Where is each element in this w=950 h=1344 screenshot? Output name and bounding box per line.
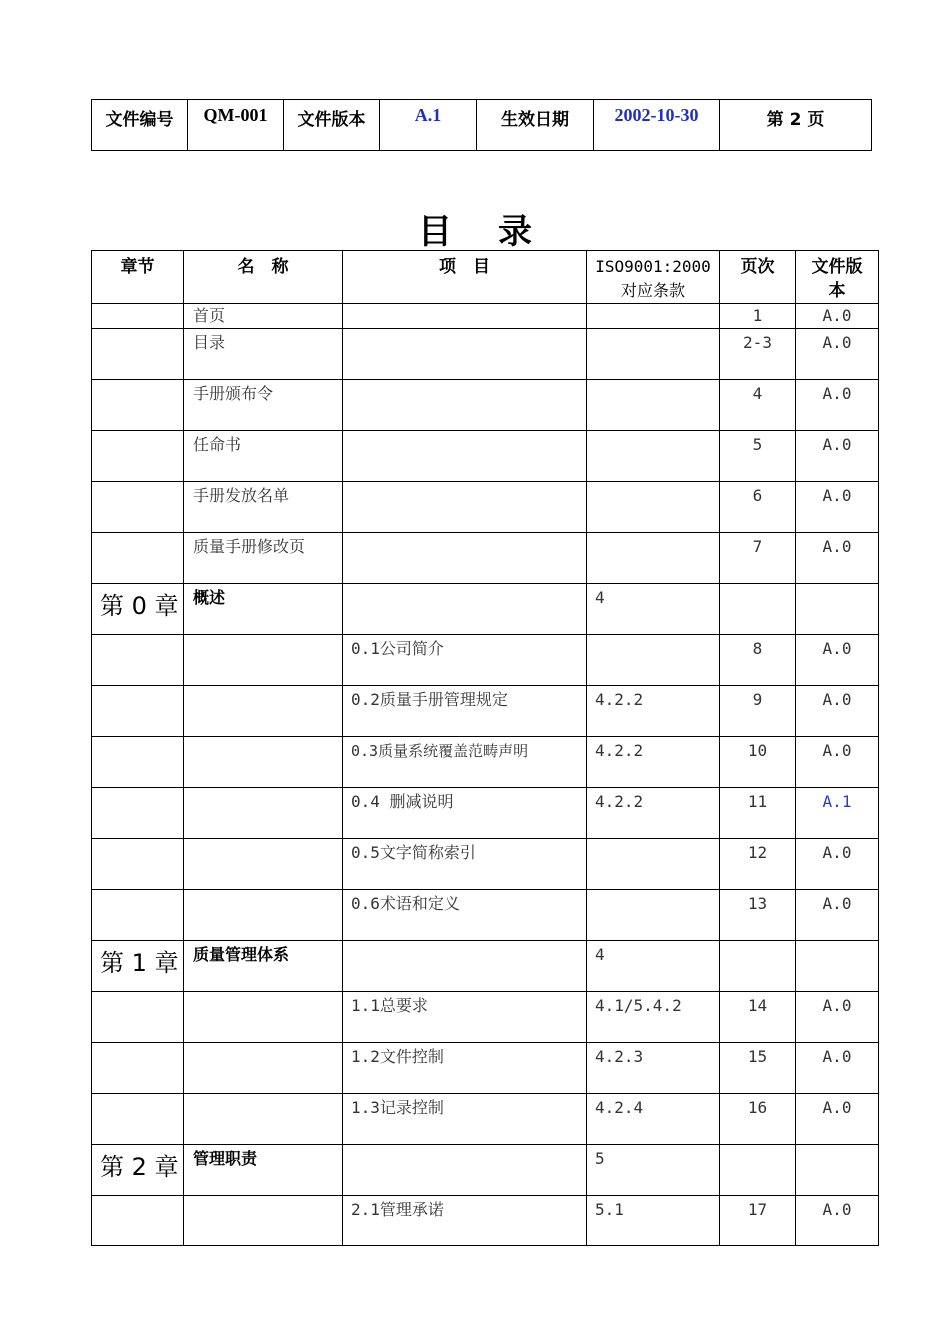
row-chapter (92, 890, 184, 941)
row-chapter (92, 304, 184, 329)
row-page: 8 (720, 635, 796, 686)
row-version: A.0 (796, 686, 879, 737)
row-version (796, 1145, 879, 1196)
row-version: A.0 (796, 635, 879, 686)
row-iso: 4.2.2 (587, 737, 720, 788)
chapter-row (92, 584, 879, 635)
doc-version-value: A.1 (380, 100, 477, 151)
col-header-version (796, 251, 879, 304)
row-item: 2.1管理承诺 (343, 1196, 587, 1246)
row-iso (587, 329, 720, 380)
row-page: 17 (720, 1196, 796, 1246)
row-version: A.0 (796, 839, 879, 890)
row-page: 12 (720, 839, 796, 890)
row-chapter (92, 737, 184, 788)
chapter-row (92, 1145, 879, 1196)
row-page: 11 (720, 788, 796, 839)
chapter-row (92, 941, 879, 992)
table-row (92, 380, 879, 431)
row-version: A.0 (796, 533, 879, 584)
row-name (184, 890, 343, 941)
row-page: 6 (720, 482, 796, 533)
row-page: 1 (720, 304, 796, 329)
page-number: 第 2 页 (720, 100, 872, 151)
table-row (92, 431, 879, 482)
row-iso (587, 482, 720, 533)
row-page: 4 (720, 380, 796, 431)
row-item: 0.3质量系统覆盖范畴声明 (343, 737, 587, 788)
table-row (92, 635, 879, 686)
row-version: A.0 (796, 1094, 879, 1145)
row-chapter (92, 329, 184, 380)
table-row (92, 1043, 879, 1094)
row-name (184, 737, 343, 788)
row-version: A.0 (796, 431, 879, 482)
row-name (184, 1043, 343, 1094)
row-version: A.0 (796, 304, 879, 329)
row-item (343, 329, 587, 380)
row-page: 5 (720, 431, 796, 482)
row-chapter (92, 992, 184, 1043)
table-row (92, 686, 879, 737)
row-chapter (92, 635, 184, 686)
row-item (343, 380, 587, 431)
table-of-contents (91, 250, 879, 1246)
row-iso: 4.2.4 (587, 1094, 720, 1145)
iso-header-text: ISO9001:2000对应条款 (595, 257, 711, 300)
row-page: 7 (720, 533, 796, 584)
row-chapter (92, 686, 184, 737)
table-row (92, 482, 879, 533)
row-chapter (92, 1043, 184, 1094)
row-version: A.0 (796, 482, 879, 533)
col-header-page: 页次 (720, 251, 796, 304)
row-name: 首页 (184, 304, 343, 329)
row-version: A.0 (796, 329, 879, 380)
row-chapter (92, 788, 184, 839)
row-iso: 4.1/5.4.2 (587, 992, 720, 1043)
row-page (720, 1145, 796, 1196)
col-header-iso (587, 251, 720, 304)
table-row (92, 533, 879, 584)
row-iso: 4 (587, 584, 720, 635)
row-name: 任命书 (184, 431, 343, 482)
row-chapter (92, 380, 184, 431)
row-chapter (92, 1196, 184, 1246)
table-row (92, 1196, 879, 1246)
chapter-name: 质量管理体系 (184, 941, 343, 992)
row-iso (587, 380, 720, 431)
row-page: 9 (720, 686, 796, 737)
col-header-item: 项 目 (343, 251, 587, 304)
row-item (343, 482, 587, 533)
row-version: A.0 (796, 380, 879, 431)
row-page (720, 584, 796, 635)
row-iso (587, 890, 720, 941)
row-version (796, 941, 879, 992)
row-name (184, 686, 343, 737)
effective-date-value: 2002-10-30 (594, 100, 720, 151)
version-header-text: 文件版本 (811, 257, 863, 301)
doc-version-label: 文件版本 (284, 100, 380, 151)
row-iso: 4.2.2 (587, 788, 720, 839)
row-item (343, 304, 587, 329)
row-chapter (92, 839, 184, 890)
row-iso (587, 533, 720, 584)
row-iso: 5.1 (587, 1196, 720, 1246)
toc-header-row (92, 251, 879, 304)
row-item: 1.3记录控制 (343, 1094, 587, 1145)
table-row (92, 992, 879, 1043)
row-item: 1.2文件控制 (343, 1043, 587, 1094)
page-title: 目录 (418, 212, 578, 252)
row-chapter (92, 431, 184, 482)
doc-no-value: QM-001 (188, 100, 284, 151)
row-iso (587, 304, 720, 329)
row-page: 13 (720, 890, 796, 941)
row-chapter (92, 1094, 184, 1145)
col-header-chapter: 章节 (92, 251, 184, 304)
row-iso (587, 839, 720, 890)
table-row (92, 304, 879, 329)
row-name (184, 839, 343, 890)
row-item: 0.1公司简介 (343, 635, 587, 686)
row-version: A.0 (796, 890, 879, 941)
row-name: 手册发放名单 (184, 482, 343, 533)
chapter-name: 概述 (184, 584, 343, 635)
row-chapter (92, 482, 184, 533)
row-version (796, 584, 879, 635)
row-version: A.0 (796, 1196, 879, 1246)
row-item (343, 941, 587, 992)
row-iso (587, 431, 720, 482)
row-name: 目录 (184, 329, 343, 380)
row-iso: 5 (587, 1145, 720, 1196)
row-chapter (92, 533, 184, 584)
row-item (343, 431, 587, 482)
row-item (343, 1145, 587, 1196)
row-page: 14 (720, 992, 796, 1043)
row-iso (587, 635, 720, 686)
row-version: A.0 (796, 737, 879, 788)
effective-date-label: 生效日期 (477, 100, 594, 151)
row-name: 手册颁布令 (184, 380, 343, 431)
row-item: 0.4 删减说明 (343, 788, 587, 839)
table-row (92, 839, 879, 890)
document-header-table (91, 99, 872, 151)
row-page: 10 (720, 737, 796, 788)
row-version: A.0 (796, 1043, 879, 1094)
col-header-name: 名 称 (184, 251, 343, 304)
row-name (184, 1196, 343, 1246)
doc-no-label: 文件编号 (92, 100, 188, 151)
row-item (343, 533, 587, 584)
row-item: 0.5文字简称索引 (343, 839, 587, 890)
row-name (184, 1094, 343, 1145)
chapter-number: 第 0 章 (92, 584, 184, 635)
row-name (184, 992, 343, 1043)
chapter-number: 第 1 章 (92, 941, 184, 992)
table-row (92, 890, 879, 941)
table-row (92, 329, 879, 380)
row-item (343, 584, 587, 635)
table-row (92, 788, 879, 839)
row-iso: 4.2.2 (587, 686, 720, 737)
table-row (92, 1094, 879, 1145)
row-page: 15 (720, 1043, 796, 1094)
row-name: 质量手册修改页 (184, 533, 343, 584)
row-iso: 4.2.3 (587, 1043, 720, 1094)
row-iso: 4 (587, 941, 720, 992)
row-version: A.1 (796, 788, 879, 839)
row-item: 1.1总要求 (343, 992, 587, 1043)
row-page: 2-3 (720, 329, 796, 380)
table-row (92, 737, 879, 788)
row-name (184, 788, 343, 839)
row-version: A.0 (796, 992, 879, 1043)
row-name (184, 635, 343, 686)
row-page (720, 941, 796, 992)
row-item: 0.2质量手册管理规定 (343, 686, 587, 737)
chapter-number: 第 2 章 (92, 1145, 184, 1196)
chapter-name: 管理职责 (184, 1145, 343, 1196)
row-item: 0.6术语和定义 (343, 890, 587, 941)
row-page: 16 (720, 1094, 796, 1145)
